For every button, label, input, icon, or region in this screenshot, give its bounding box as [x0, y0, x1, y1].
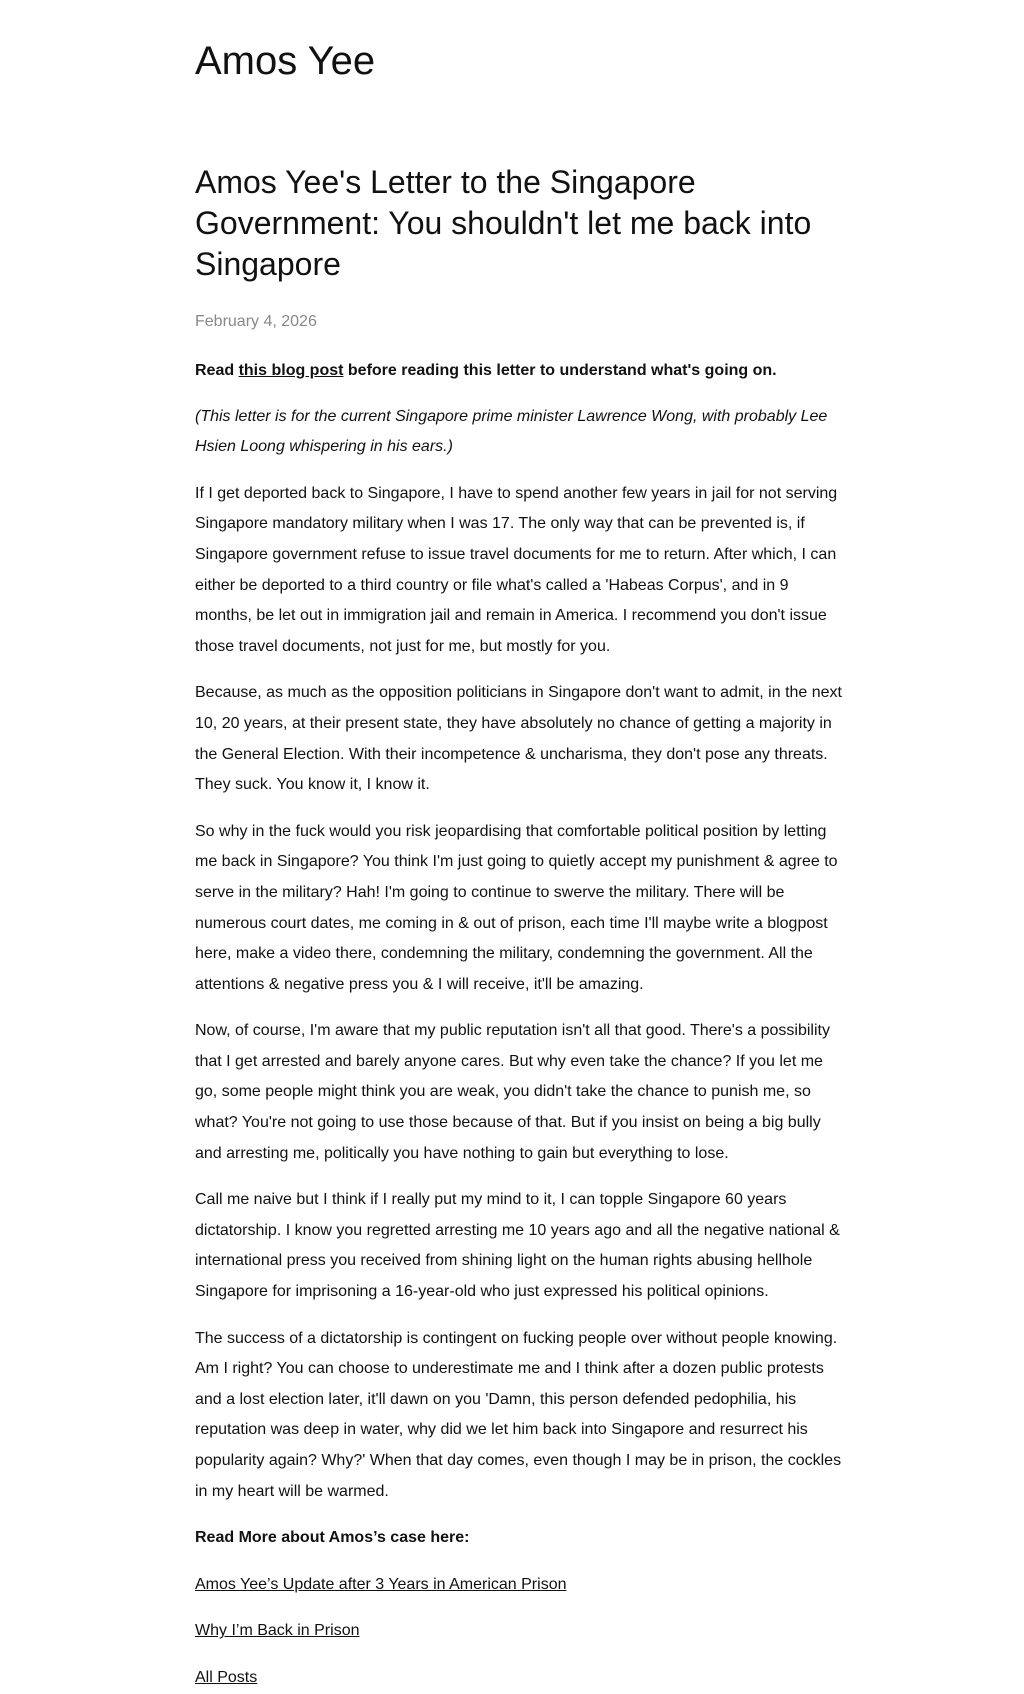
- blog-post-link[interactable]: this blog post: [238, 362, 344, 379]
- letter-note: (This letter is for the current Singapore prime minister Lawrence Wong, with probably Lee Hsien Loong whispering in his ears.): [195, 407, 828, 456]
- body-paragraph-4: Now, of course, I'm aware that my public reputation isn't all that good. There's a possibility that I get arrested and barely anyone cares. But why even take the chance? If you let me go, some people might think you are weak, you didn't take the chance to punish me, so what? You're not going to use those because of that. But if you insist on being a big bully and arresting me, politically you have nothing to gain but everything to lose.: [195, 1022, 830, 1162]
- body-paragraph-2: Because, as much as the opposition politicians in Singapore don't want to admit, in the next 10, 20 years, at their present state, they have absolutely no chance of getting a majority in the General Election. With their incompetence & uncharisma, they don't pose any threats. They suck. You know it, I know it.: [195, 684, 842, 794]
- related-link-item: [195, 1616, 847, 1647]
- post-title: Amos Yee's Letter to the Singapore Government: You shouldn't let me back into Singapore: [195, 164, 812, 282]
- read-more-heading: Read More about Amos’s case here:: [195, 1529, 470, 1547]
- page-container: [195, 0, 847, 1694]
- intro-paragraph: [195, 356, 847, 387]
- all-posts-link[interactable]: All Posts: [195, 1668, 258, 1686]
- back-in-prison-link[interactable]: Why I’m Back in Prison: [195, 1622, 360, 1640]
- intro-suffix: before reading this letter to understand what's going on.: [343, 362, 777, 379]
- intro-prefix: Read: [195, 362, 239, 379]
- body-paragraph-1: If I get deported back to Singapore, I have to spend another few years in jail for not serving Singapore mandatory military when I was 17. The only way that can be prevented is, if Singapore government refuse to issue travel documents for me to return. After which, I can either be deported to a third country or file what's called a 'Habeas Corpus', and in 9 months, be let out in immigration jail and remain in America. I recommend you don't issue those travel documents, not just for me, but mostly for you.: [195, 484, 838, 655]
- site-title[interactable]: Amos Yee: [195, 39, 376, 83]
- body-paragraph-3: So why in the fuck would you risk jeopardising that comfortable political position by letting me back in Singapore? You think I'm just going to quietly accept my punishment & agree to serve in the military? Hah! I'm going to continue to swerve the military. There will be numerous court dates, me coming in & out of prison, each time I'll maybe write a blogpost here, make a video there, condemning the military, condemning the government. All the attentions & negative press you & I will receive, it'll be amazing.: [195, 822, 838, 993]
- update-after-3-years-link[interactable]: Amos Yee’s Update after 3 Years in American Prison: [195, 1575, 567, 1593]
- post-date: February 4, 2026: [195, 313, 317, 330]
- body-paragraph-5: Call me naive but I think if I really put my mind to it, I can topple Singapore 60 years dictatorship. I know you regretted arresting me 10 years ago and all the negative national & international press you received from shining light on the human rights abusing hellhole Singapore for imprisoning a 16-year-old who just expressed his political opinions.: [195, 1191, 840, 1301]
- body-paragraph-6: The success of a dictatorship is contingent on fucking people over without people knowing. Am I right? You can choose to underestimate me and I think after a dozen public protests and a lost election later, it'll dawn on you 'Damn, this person defended pedophilia, his reputation was deep in water, why did we let him back into Singapore and resurrect his popularity again? Why?' When that day comes, even though I may be in prison, the cockles in my heart will be warmed.: [195, 1329, 842, 1500]
- related-link-item: [195, 1570, 847, 1601]
